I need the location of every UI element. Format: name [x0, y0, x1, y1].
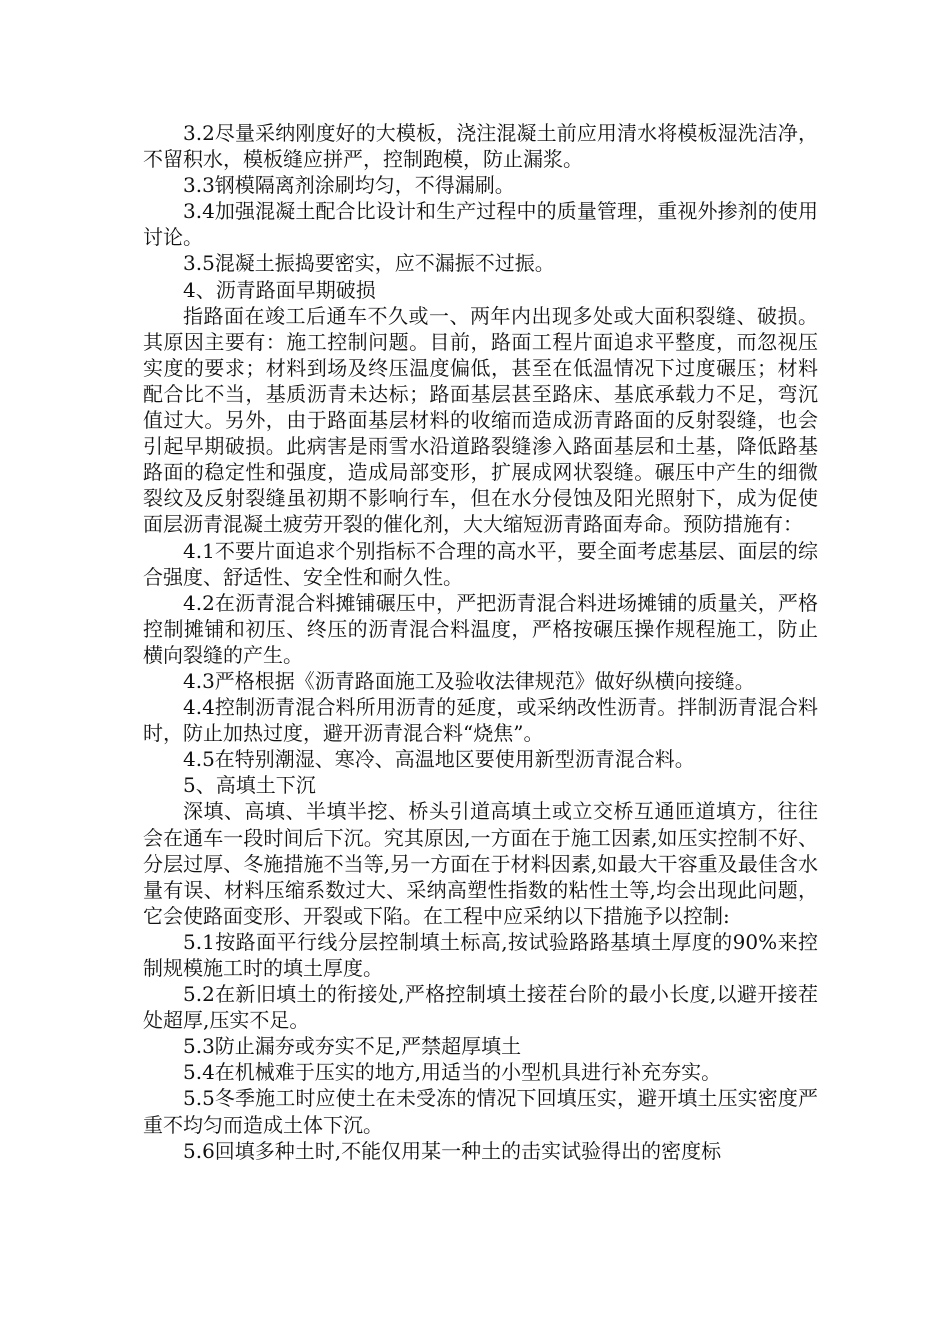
paragraph-5-1: 5.1按路面平行线分层控制填土标高,按试验路路基填土厚度的90%来控制规模施工时的填土厚度。 — [143, 929, 818, 980]
paragraph-5-5: 5.5冬季施工时应使土在未受冻的情况下回填压实，避开填土压实密度严重不均匀而造成土体下沉。 — [143, 1086, 818, 1137]
paragraph-5-4: 5.4在机械难于压实的地方,用适当的小型机具进行补充夯实。 — [183, 1060, 722, 1085]
paragraph-4-2: 4.2在沥青混合料摊铺碾压中，严把沥青混合料进场摊铺的质量关，严格控制摊铺和初压、终压的沥青混合料温度，严格按碾压操作规程施工，防止横向裂缝的产生。 — [143, 590, 818, 667]
paragraph-5-intro: 深填、高填、半填半挖、桥头引道高填土或立交桥互通匝道填方，往往会在通车一段时间后下沉。究其原因,一方面在于施工因素,如压实控制不好、分层过厚、冬施措施不当等,另一方面在于材料因素,如最大干容重及最佳含水量有误、材料压缩系数过大、采纳高塑性指数的粘性土等,均会出现此问题，它会使路面变形、开裂或下陷。在工程中应采纳以下措施予以控制: — [143, 799, 818, 928]
document-body — [143, 120, 818, 1164]
paragraph-3-5: 3.5混凝土振捣要密实，应不漏振不过振。 — [183, 251, 555, 276]
paragraph-3-4: 3.4加强混凝土配合比设计和生产过程中的质量管理，重视外掺剂的使用讨论。 — [143, 199, 818, 250]
paragraph-4-3: 4.3严格根据《沥青路面施工及验收法律规范》做好纵横向接缝。 — [183, 668, 755, 693]
section-heading-4: 4、沥青路面早期破损 — [183, 277, 376, 302]
paragraph-3-2: 3.2尽量采纳刚度好的大模板，浇注混凝土前应用清水将模板湿洗洁净，不留积水，模板缝应拼严，控制跑模，防止漏浆。 — [143, 121, 818, 172]
paragraph-4-intro: 指路面在竣工后通车不久或一、两年内出现多处或大面积裂缝、破损。其原因主要有：施工控制问题。目前，路面工程片面追求平整度，而忽视压实度的要求；材料到场及终压温度偏低，甚至在低温情况下过度碾压；材料配合比不当，基质沥青未达标；路面基层甚至路床、基底承载力不足，弯沉值过大。另外，由于路面基层材料的收缩而造成沥青路面的反射裂缝，也会引起早期破损。此病害是雨雪水沿道路裂缝渗入路面基层和土基，降低路基路面的稳定性和强度，造成局部变形，扩展成网状裂缝。碾压中产生的细微裂纹及反射裂缝虽初期不影响行车，但在水分侵蚀及阳光照射下，成为促使面层沥青混凝土疲劳开裂的催化剂，大大缩短沥青路面寿命。预防措施有： — [143, 303, 818, 537]
paragraph-5-6: 5.6回填多种土时,不能仅用某一种土的击实试验得出的密度标 — [183, 1138, 722, 1163]
paragraph-4-4: 4.4控制沥青混合料所用沥青的延度，或采纳改性沥青。拌制沥青混合料时，防止加热过度，避开沥青混合料“烧焦”。 — [143, 695, 818, 746]
section-heading-5: 5、高填土下沉 — [183, 773, 316, 798]
paragraph-5-3: 5.3防止漏夯或夯实不足,严禁超厚填土 — [183, 1034, 522, 1059]
paragraph-4-5: 4.5在特别潮湿、寒冷、高温地区要使用新型沥青混合料。 — [183, 747, 695, 772]
paragraph-3-3: 3.3钢模隔离剂涂刷均匀，不得漏刷。 — [183, 173, 515, 198]
paragraph-4-1: 4.1不要片面追求个别指标不合理的高水平，要全面考虑基层、面层的综合强度、舒适性、安全性和耐久性。 — [143, 538, 818, 589]
paragraph-5-2: 5.2在新旧填土的衔接处,严格控制填土接茬台阶的最小长度,以避开接茬处超厚,压实不足。 — [143, 982, 818, 1033]
